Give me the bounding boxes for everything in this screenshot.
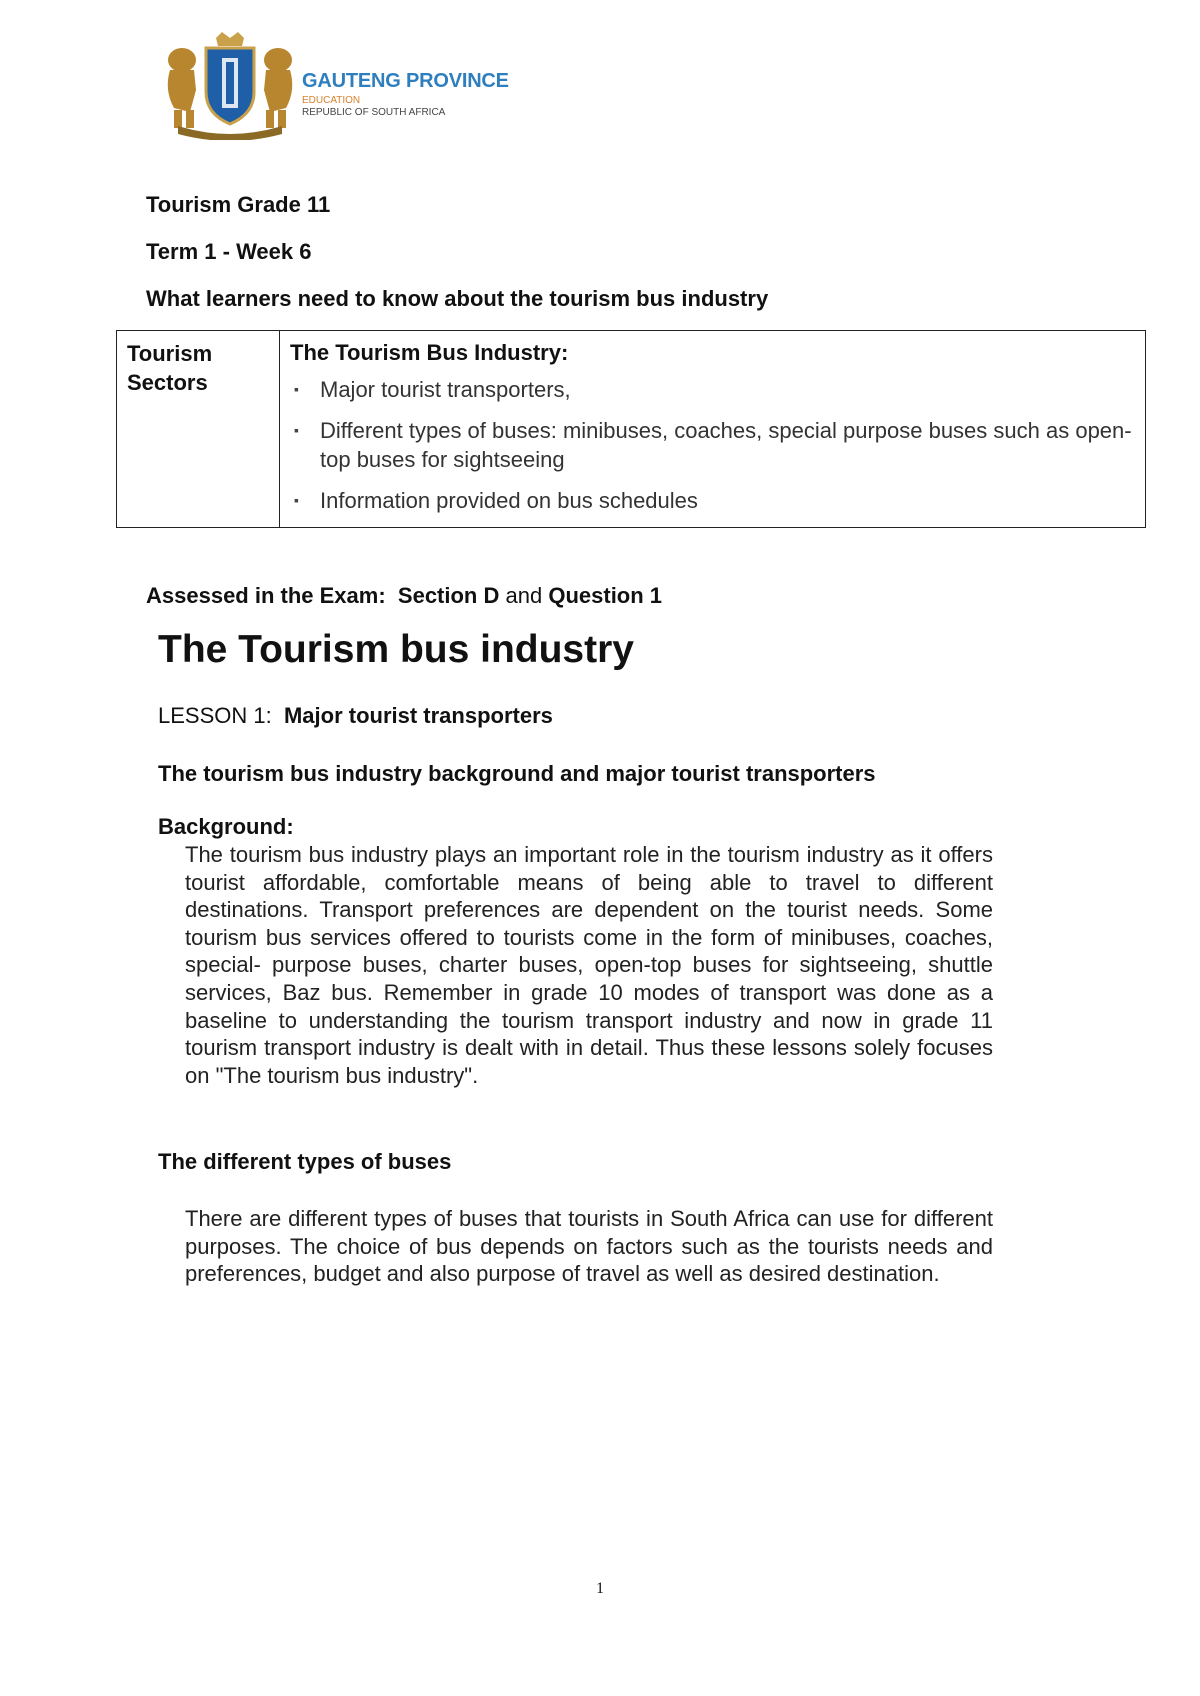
bullet-icon: ▪: [294, 422, 299, 438]
lesson-prefix: LESSON 1:: [158, 703, 272, 728]
list-item-text: Information provided on bus schedules: [320, 488, 698, 513]
logo-title: GAUTENG PROVINCE: [302, 70, 509, 92]
assessed-joiner: and: [505, 583, 543, 608]
term-heading: Term 1 - Week 6: [146, 239, 312, 264]
coat-of-arms-icon: [160, 30, 300, 140]
bullet-icon: ▪: [294, 492, 299, 508]
gauteng-education-logo: [160, 30, 520, 140]
assessed-line: [146, 582, 662, 610]
bullet-icon: ▪: [294, 381, 299, 397]
logo-text: [302, 70, 509, 119]
subject-heading: Tourism Grade 11: [146, 192, 331, 217]
intro-heading: What learners need to know about the tourism bus industry: [146, 286, 769, 311]
bus-types-paragraph: There are different types of buses that tourists in South Africa can use for different purposes. The choice of bus depends on factors such as the tourists needs and preferences, budget and also purpose of travel as well as desired destination.: [185, 1206, 993, 1287]
content-cell: [280, 331, 1146, 528]
logo-subtitle-education: EDUCATION: [302, 95, 361, 106]
assessed-question: Question 1: [548, 583, 663, 608]
assessed-label: Assessed in the Exam:: [146, 583, 386, 608]
list-item-text: Different types of buses: minibuses, coaches, special purpose buses such as open-top buses for sightseeing: [320, 418, 1132, 472]
sector-cell: Tourism Sectors: [117, 331, 280, 528]
table-heading: The Tourism Bus Industry:: [290, 340, 569, 365]
logo-subtitle-country: REPUBLIC OF SOUTH AFRICA: [302, 107, 446, 118]
background-label: Background:: [158, 814, 294, 839]
list-item-text: Major tourist transporters,: [320, 377, 571, 402]
assessed-section: Section D: [397, 583, 500, 608]
table-row: [117, 331, 1146, 528]
list-item: [290, 375, 1133, 404]
page-number: 1: [596, 1580, 604, 1597]
bus-types-heading: The different types of buses: [158, 1149, 452, 1174]
lesson-title: Major tourist transporters: [283, 703, 553, 728]
list-item: [290, 486, 1133, 515]
topic-list: [290, 375, 1133, 515]
background-subheading: The tourism bus industry background and major tourist transporters: [158, 761, 876, 786]
background-paragraph: The tourism bus industry plays an important role in the tourism industry as it offers tourist affordable, comfortable means of being able to travel to different destinations. Transport preferences are dependent on the tourist needs. Some tourism bus services offered to tourists come in the form of minibuses, coaches, special- purpose buses, charter buses, open-top buses for sightseeing, shuttle services, Baz bus. Remember in grade 10 modes of transport was done as a baseline to understanding the tourism transport industry and now in grade 11 tourism transport industry is dealt with in detail. Thus these lessons solely focuses on "The tourism bus industry".: [185, 842, 993, 1088]
list-item: [290, 416, 1133, 474]
page-title: The Tourism bus industry: [158, 628, 634, 671]
lesson-heading: [158, 702, 553, 730]
topics-table: [116, 330, 1146, 528]
